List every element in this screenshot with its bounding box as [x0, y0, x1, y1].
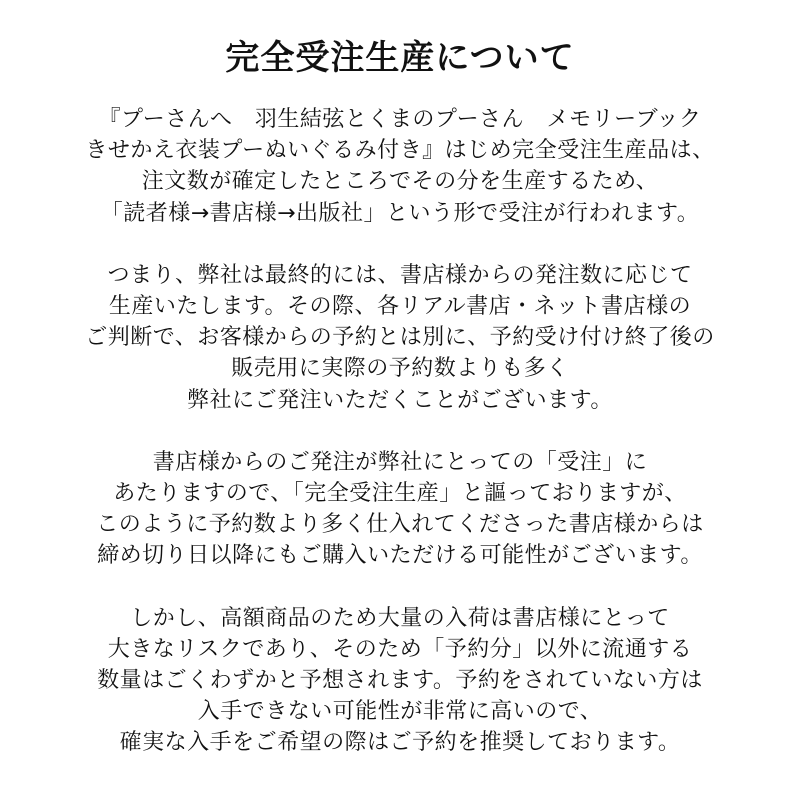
text-line: 数量はごくわずかと予想されます。予約をされていない方は: [97, 668, 703, 694]
text-line: 「読者様→書店様→出版社」という形で受注が行われます。: [100, 200, 700, 226]
page-title: 完全受注生産について: [225, 38, 575, 78]
text-line: 大きなリスクであり、そのため「予約分」以外に流通する: [107, 636, 693, 662]
text-line: きせかえ衣装プーぬいぐるみ付き』はじめ完全受注生産品は、: [85, 138, 715, 164]
text-line: 注文数が確定したところでその分を生産するため、: [141, 169, 659, 195]
text-line: このように予約数より多く仕入れてくださった書店様からは: [96, 512, 704, 538]
text-line: 書店様からのご発注が弊社にとっての「受注」に: [152, 449, 648, 475]
paragraph-order-flow: [0, 104, 800, 229]
text-line: 生産いたします。その際、各リアル書店・ネット書店様の: [108, 294, 692, 320]
text-line: ご判断で、お客様からの予約とは別に、予約受け付け終了後の: [85, 325, 715, 351]
text-line: 締め切り日以降にもご購入いただける可能性がございます。: [97, 543, 703, 569]
text-line: 弊社にご発注いただくことがございます。: [187, 387, 613, 413]
paragraph-reservation-advice: [0, 603, 800, 759]
text-line: 『プーさんへ 羽生結弦とくまのプーさん メモリーブック: [98, 107, 702, 132]
text-line: 販売用に実際の予約数よりも多く: [231, 356, 569, 382]
text-line: つまり、弊社は最終的には、書店様からの発注数に応じて: [107, 262, 693, 288]
text-line: あたりますので、「完全受注生産」と謳っておりますが、: [113, 481, 687, 507]
text-line: 確実な入手をご希望の際はご予約を推奨しております。: [119, 730, 681, 756]
text-line: しかし、高額商品のため大量の入荷は書店様にとって: [130, 605, 670, 631]
text-line: 入手できない可能性が非常に高いので、: [197, 699, 603, 725]
paragraph-store-orders: [0, 260, 800, 416]
paragraph-after-deadline: [0, 447, 800, 572]
